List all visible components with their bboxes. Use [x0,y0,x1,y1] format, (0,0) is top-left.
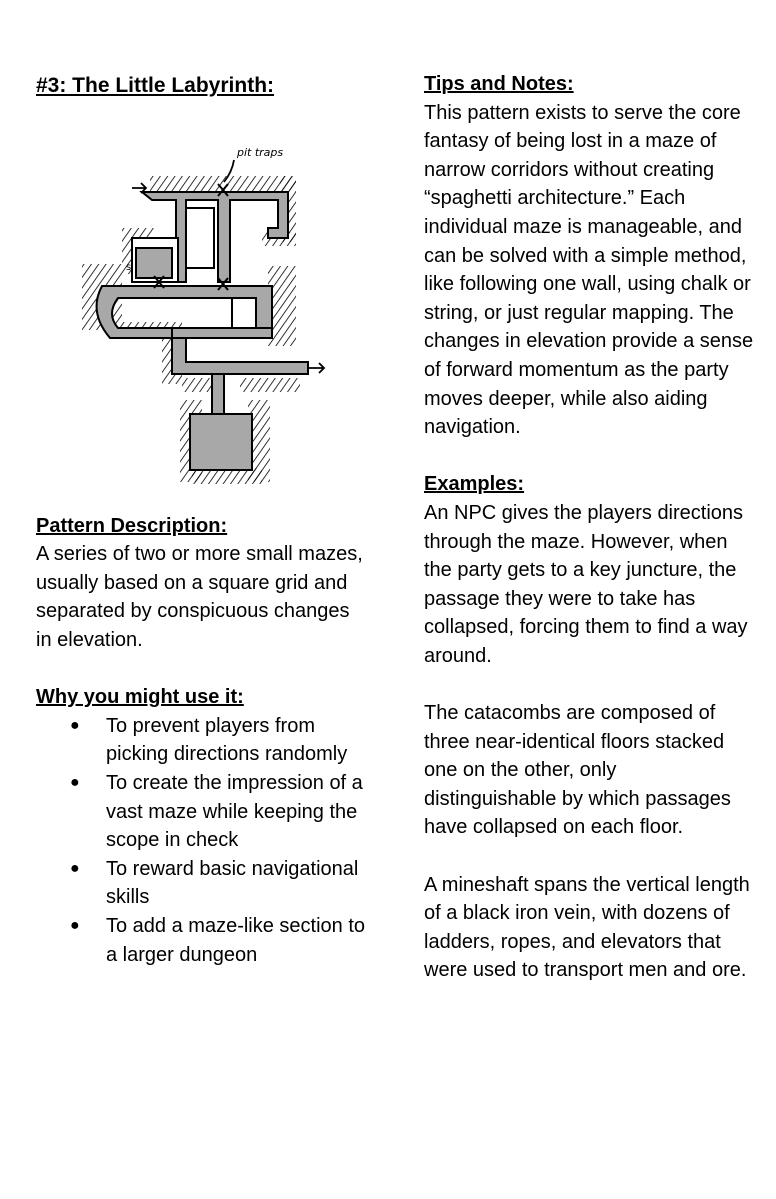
examples-heading: Examples: [424,473,525,496]
why-use-heading: Why you might use it: [36,686,244,709]
pattern-description-heading: Pattern Description: [36,514,228,537]
example-paragraph: An NPC gives the players directions through the maze. However, when the party gets to a key juncture, the passage they were to take has collapsed, forcing them to find a way around. [424,501,748,667]
list-item: ● To reward basic navigational skills [36,855,366,912]
list-item: ● To prevent players from picking directions randomly [36,712,366,769]
example-paragraph: The catacombs are composed of three near-identical floors stacked one on the other, only distinguishable by which passages have collapsed on each floor. [424,702,731,839]
tips-heading: Tips and Notes: [424,73,574,95]
page-title: #3: The Little Labyrinth: [36,74,275,97]
map-marker-s: s [126,262,132,273]
pattern-description-text: A series of two or more small mazes, usually based on a square grid and separated by conspicuous changes in elevation. [36,543,363,651]
right-column [424,70,754,985]
why-use-list [36,712,366,969]
example-paragraph: A mineshaft spans the vertical length of a black iron vein, with dozens of ladders, ropes, and elevators that were used to transport men and ore. [424,873,750,982]
list-item: ● To add a maze-like section to a larger dungeon [36,912,366,969]
list-item: ● To create the impression of a vast maze while keeping the scope in check [36,769,366,855]
labyrinth-map [62,138,332,498]
pit-traps-label: pit traps [237,146,284,159]
labyrinth-map-drawing [62,138,332,498]
tips-text: This pattern exists to serve the core fantasy of being lost in a maze of narrow corridors without creating “spaghetti architecture.” Each individual maze is manageable, and can be solved with a simple method, like following one wall, using chalk or string, or just regular mapping. The changes in elevation provide a sense of forward momentum as the party moves deeper, while also aiding navigation. [424,101,754,439]
